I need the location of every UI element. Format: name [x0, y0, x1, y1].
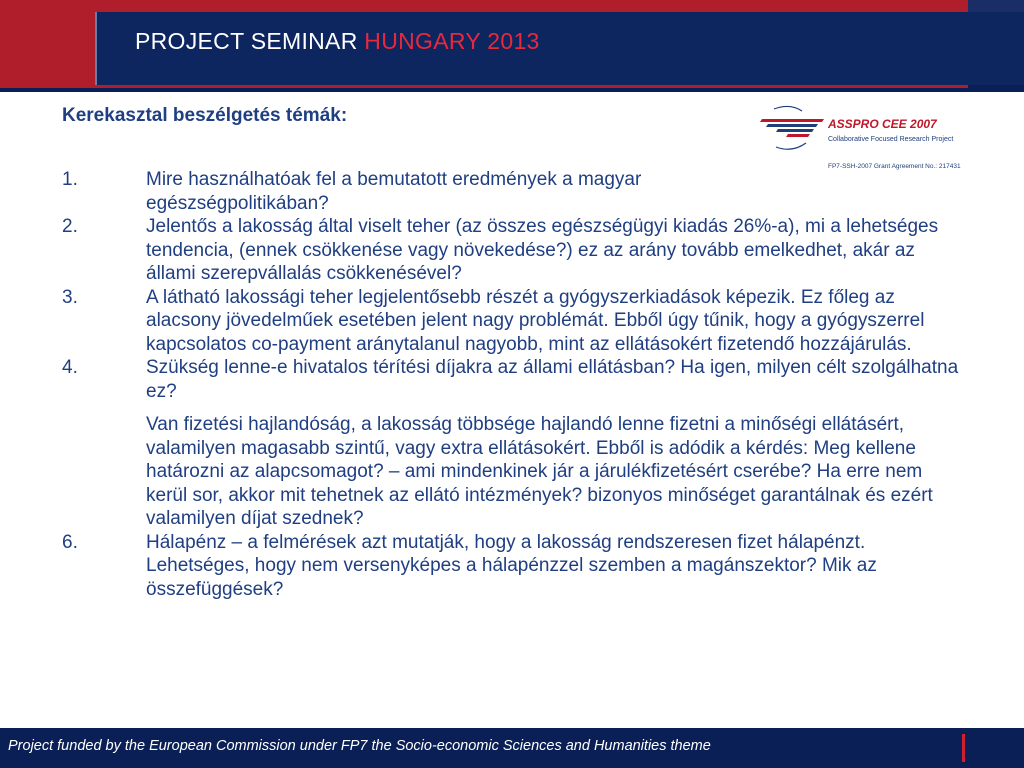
topic-text: Mire használhatóak fel a bemutatott eredmények a magyar egészségpolitikában? [146, 169, 642, 214]
topic-item-continuation [62, 413, 967, 531]
logo-project-name: ASSPRO CEE 2007 [828, 117, 937, 131]
topic-number: 1. [62, 169, 78, 190]
section-heading: Kerekasztal beszélgetés témák: [62, 105, 348, 126]
asspro-logo-icon [758, 105, 838, 153]
slide-title [135, 28, 540, 55]
logo-project-subtitle: Collaborative Focused Research Project [828, 136, 954, 143]
topic-item [62, 215, 967, 286]
header-divider [0, 88, 1024, 92]
topic-text: Jelentős a lakosság által viselt teher (az összes egészségügyi kiadás 26%-a), mi a lehetséges tendencia, (ennek csökkenése vagy növekedése?) ez az arány tovább emelkedhet, akár az állami szerepvállalás csökkenésével? [146, 216, 939, 284]
topic-number: 4. [62, 357, 78, 378]
topic-text: Van fizetési hajlandóság, a lakosság többsége hajlandó lenne fizetni a minőségi ellátásért, valamilyen magasabb szintű, vagy extra ellátásokért. Ebből is adódik a kérdés: Meg kellene határozni az alapcsomagot? – ami mindenkinek jár a járulékfizetésért cserébe? Ha erre nem kerül sor, akkor mit tehetnek az ellátó intézmények? bizonyos minőséget garantálnak és ezért valamilyen díjat szednek? [146, 414, 933, 529]
topic-item [62, 356, 967, 403]
topic-item [62, 286, 967, 357]
topic-number: 2. [62, 216, 78, 237]
discussion-topic-list [62, 168, 967, 601]
slide-header [0, 0, 1024, 92]
topic-text: Szükség lenne-e hivatalos térítési díjakra az állami ellátásban? Ha igen, milyen célt szolgálhatna ez? [146, 357, 959, 402]
header-top-stripe [968, 0, 1024, 12]
slide-footer [0, 728, 1024, 768]
topic-item [62, 168, 967, 215]
asspro-logo [758, 103, 988, 175]
title-main: PROJECT SEMINAR [135, 28, 365, 54]
footer-accent-bar [962, 734, 965, 762]
topic-item [62, 531, 967, 602]
topic-number: 3. [62, 286, 78, 308]
funding-notice: Project funded by the European Commission under FP7 the Socio-economic Sciences and Humanities theme [8, 738, 711, 754]
topic-number: 6. [62, 531, 78, 553]
logo-grant-agreement: FP7-SSH-2007 Grant Agreement No.: 217431 [828, 163, 961, 170]
topic-text: A látható lakossági teher legjelentősebb részét a gyógyszerkiadások képezik. Ez főleg az alacsony jövedelműek esetében jelent nagy problémát. Ebből úgy tűnik, hogy a gyógyszerrel kapcsolatos co-payment aránytalanul nagyobb, mint az ellátásokért fizetendő hozzájárulás. [146, 286, 925, 355]
topic-text: Hálapénz – a felmérések azt mutatják, hogy a lakosság rendszeresen fizet hálapénzt. Lehetséges, hogy nem versenyképes a hálapénzzel szemben a magánszektor? Mik az összefüggések? [146, 531, 877, 600]
title-highlight: HUNGARY 2013 [364, 28, 540, 54]
